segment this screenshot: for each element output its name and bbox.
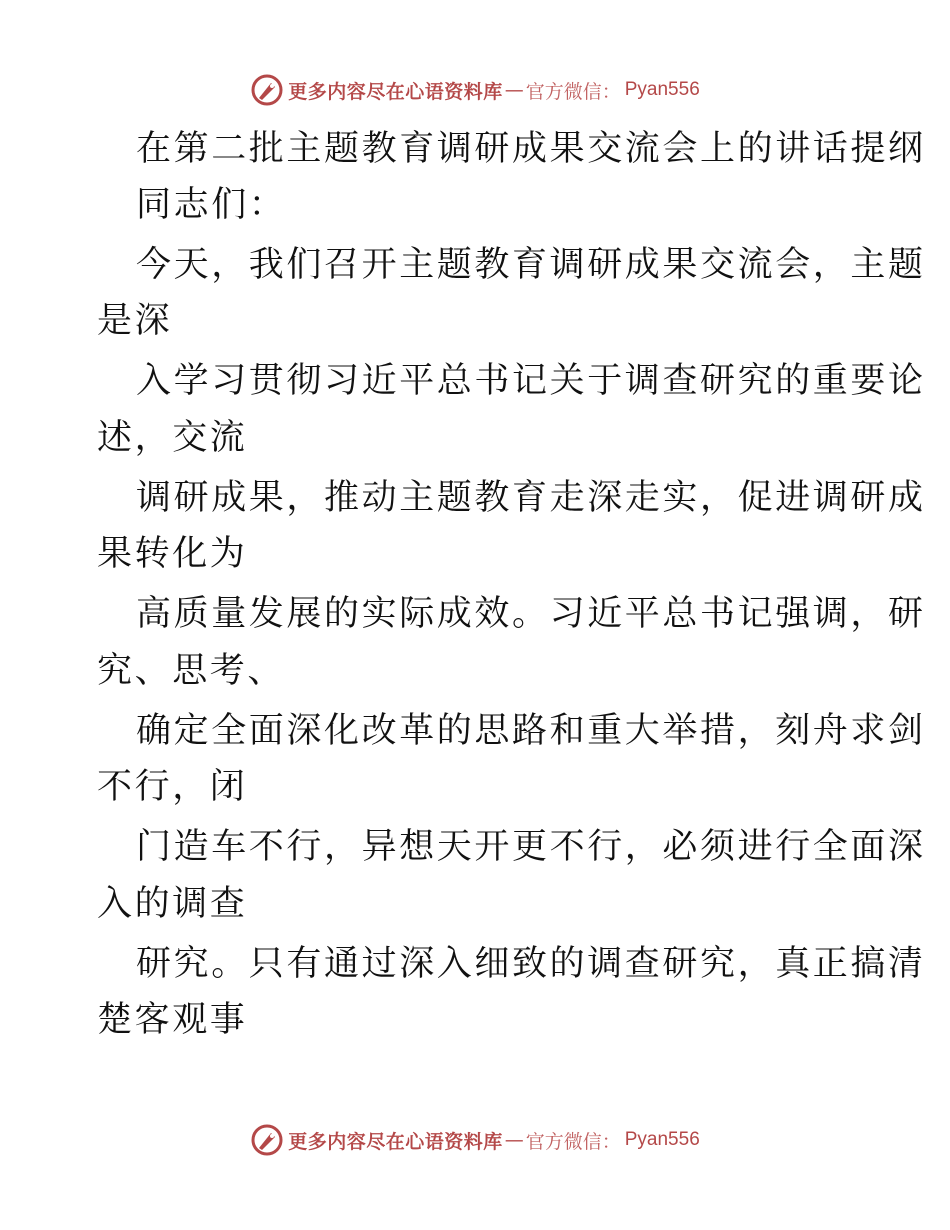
banner-wechat-label: 官方微信： [525, 1130, 621, 1153]
banner-wechat-label: 官方微信： [525, 80, 621, 103]
body-line: 述，交流 [97, 418, 248, 458]
body-line: 入学习贯彻习近平总书记关于调查研究的重要论 [136, 361, 926, 401]
body-line: 入的调查 [97, 884, 248, 924]
body-line: 楚客观事 [97, 1000, 248, 1040]
banner-account: Pyan556 [624, 1129, 700, 1150]
pen-nib-logo-icon [250, 73, 284, 107]
body-line: 研究。只有通过深入细致的调查研究，真正搞清 [136, 944, 926, 984]
body-line: 是深 [97, 301, 173, 341]
pen-nib-logo-icon [250, 1123, 284, 1157]
banner-site-name: 更多内容尽在心语资料库 [288, 80, 503, 103]
banner-account: Pyan556 [624, 79, 700, 100]
body-line: 究、思考、 [97, 651, 286, 691]
body-line: 果转化为 [97, 534, 248, 574]
banner-dash: — [504, 1129, 524, 1151]
body-line: 调研成果，推动主题教育走深走实，促进调研成 [136, 478, 926, 518]
body-line: 门造车不行，异想天开更不行，必须进行全面深 [136, 827, 926, 867]
header-banner [0, 68, 950, 112]
footer-banner [0, 1118, 950, 1162]
document-title: 在第二批主题教育调研成果交流会上的讲话提纲 [136, 129, 926, 169]
salutation: 同志们： [136, 185, 287, 225]
body-line: 高质量发展的实际成效。习近平总书记强调，研 [136, 594, 926, 634]
banner-site-name: 更多内容尽在心语资料库 [288, 1130, 503, 1153]
body-line: 不行，闭 [97, 767, 248, 807]
body-line: 今天，我们召开主题教育调研成果交流会，主题 [136, 245, 926, 285]
body-line: 确定全面深化改革的思路和重大举措，刻舟求剑 [136, 711, 926, 751]
banner-dash: — [504, 79, 524, 101]
